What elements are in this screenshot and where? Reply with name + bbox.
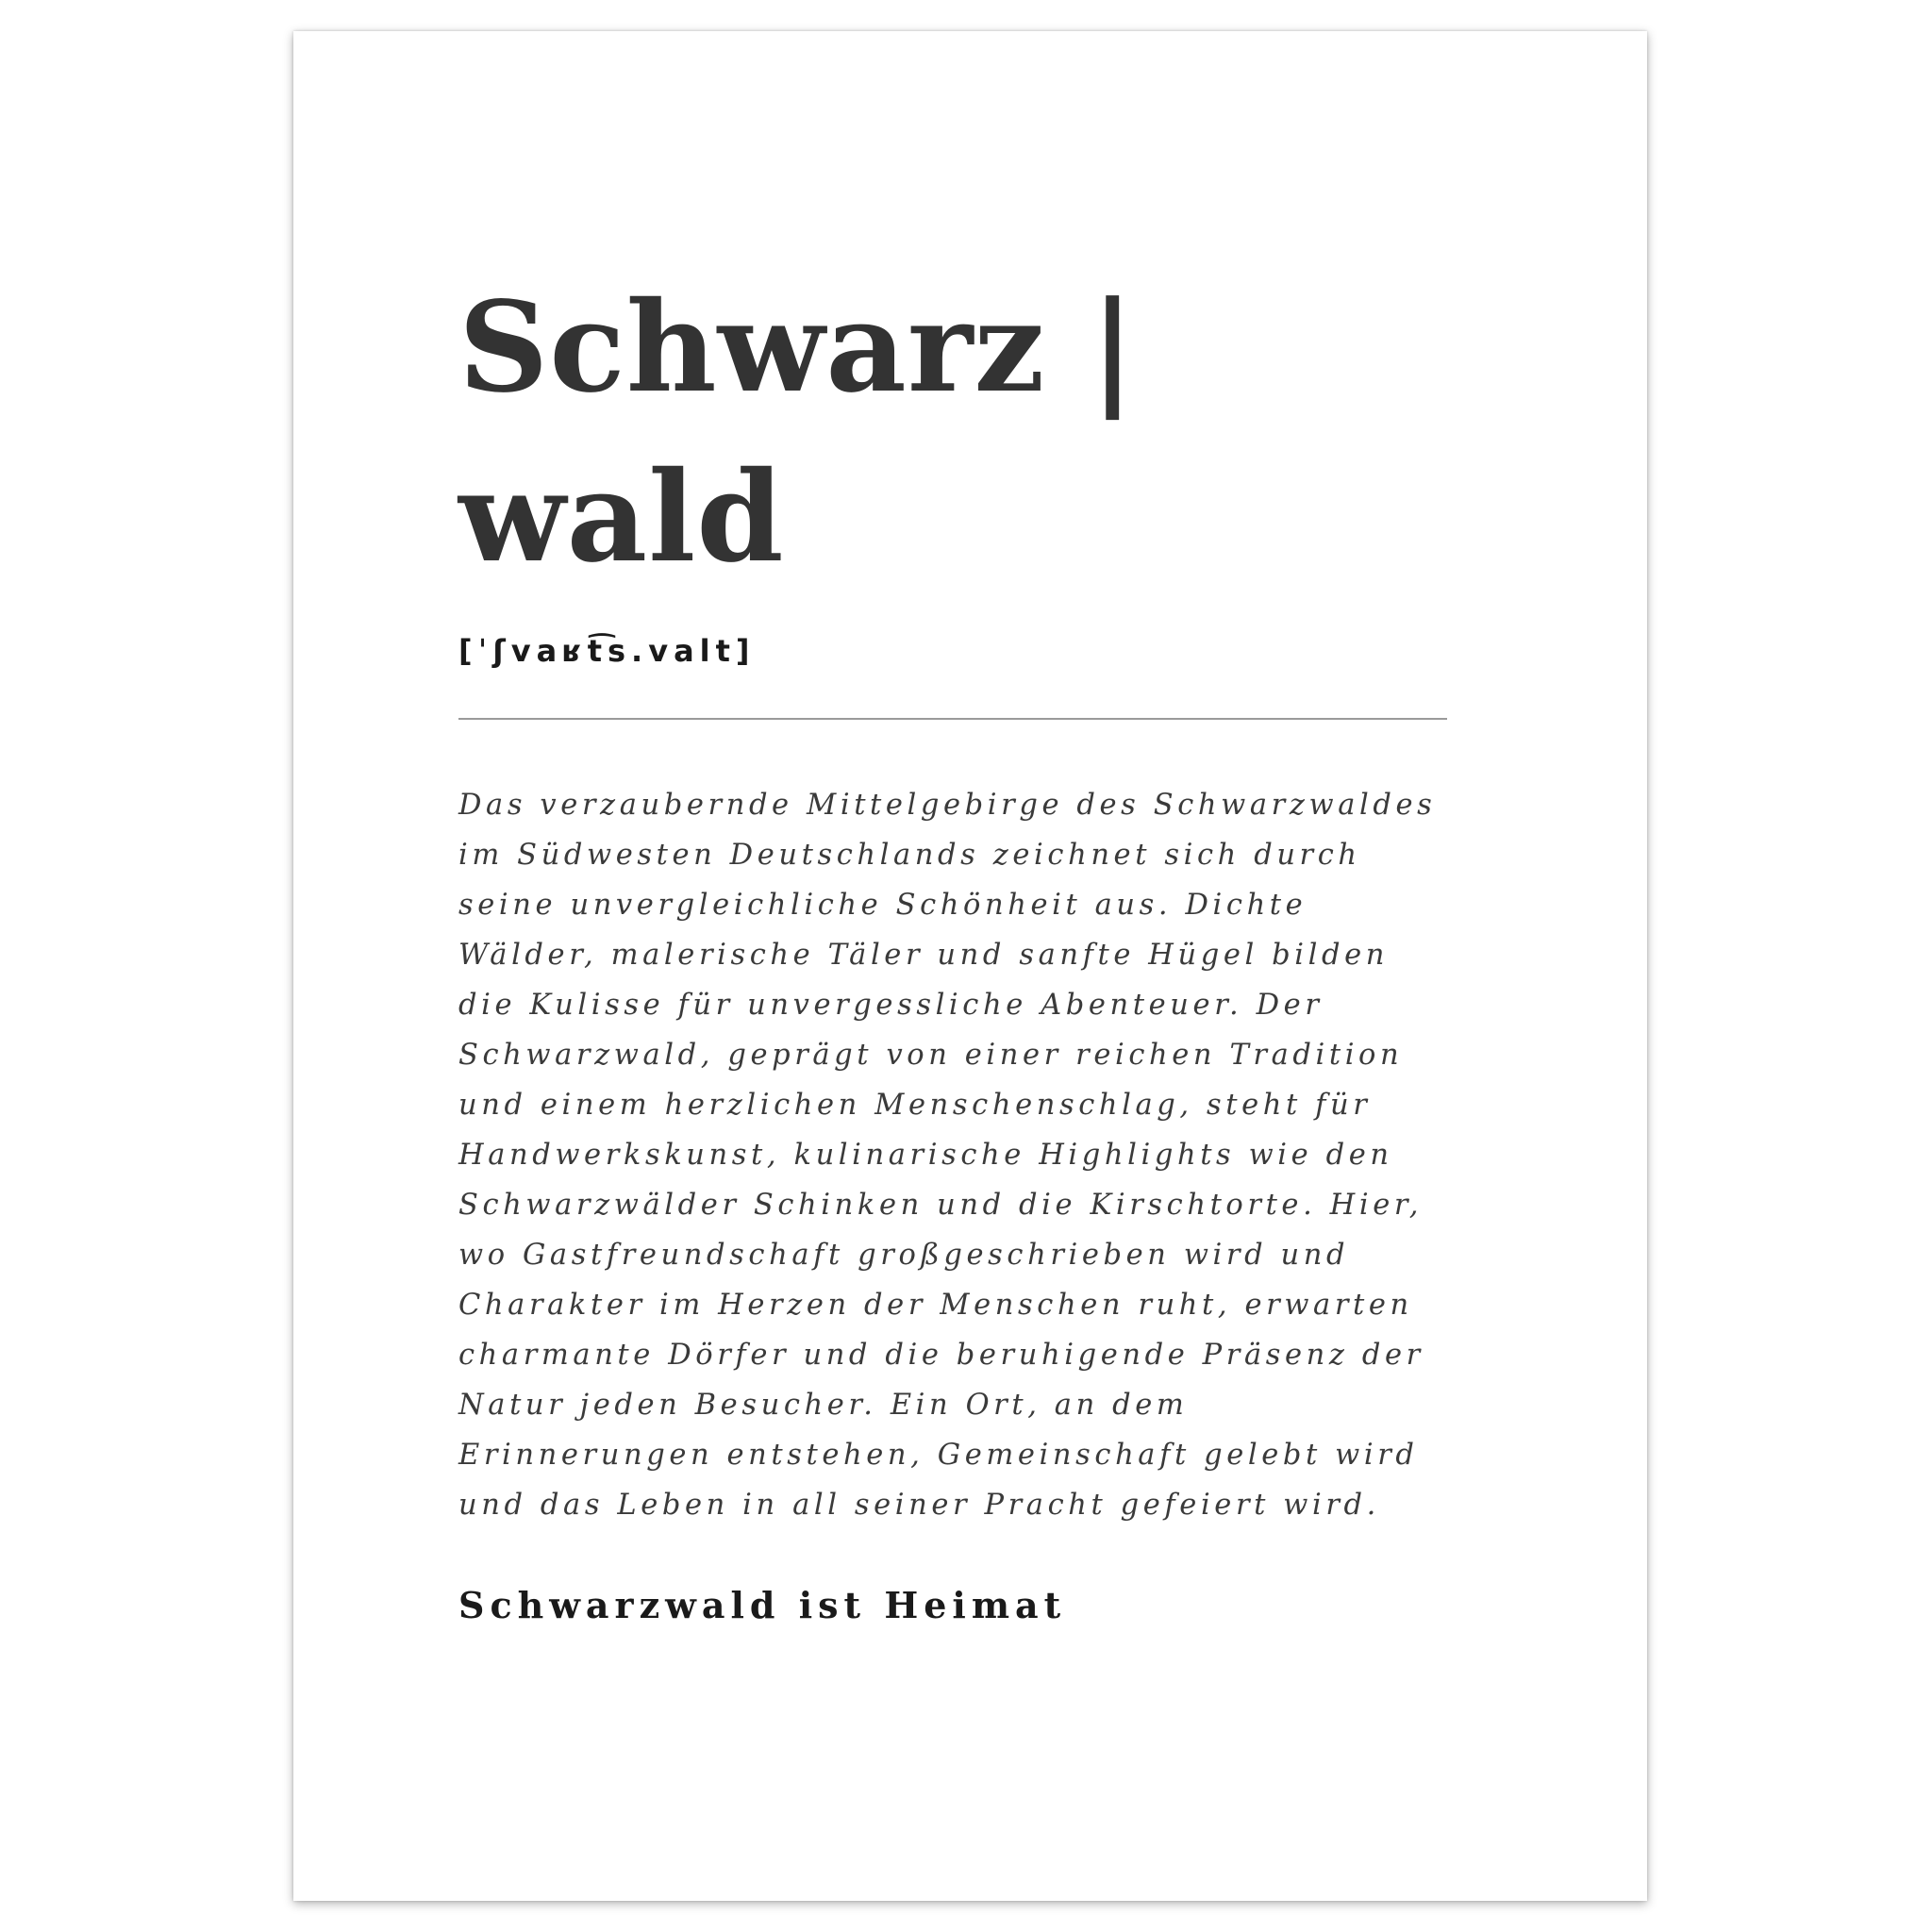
definition-line: Handwerkskunst, kulinarische Highlights wie den [458,1139,1393,1172]
definition-line: Charakter im Herzen der Menschen ruht, erwarten [458,1289,1413,1322]
divider-line [458,718,1447,720]
poster-card [293,31,1647,1901]
definition-line: und das Leben in all seiner Pracht gefeiert wird. [458,1489,1380,1522]
definition-line: Wälder, malerische Täler und sanfte Hügel bilden [458,939,1390,972]
definition-text [458,780,1468,1530]
definition-line: die Kulisse für unvergessliche Abenteuer. Der [458,989,1324,1022]
definition-line: Das verzaubernde Mittelgebirge des Schwarzwaldes [458,789,1437,822]
definition-line: Schwarzwälder Schinken und die Kirschtorte. Hier, [458,1189,1423,1222]
definition-line: wo Gastfreundschaft großgeschrieben wird und [458,1239,1350,1272]
definition-line: seine unvergleichliche Schönheit aus. Dichte [458,889,1307,922]
definition-line: und einem herzlichen Menschenschlag, steht für [458,1089,1372,1122]
headword-line-1: Schwarz | [458,275,1137,421]
definition-line: Schwarzwald, geprägt von einer reichen Tradition [458,1039,1404,1072]
definition-line: im Südwesten Deutschlands zeichnet sich durch [458,839,1361,872]
headword-line-2: wald [458,444,785,591]
definition-line: Erinnerungen entstehen, Gemeinschaft gelebt wird [458,1439,1419,1472]
pronunciation: [ˈʃvaʁt͡s.valt] [458,633,756,669]
definition-line: charmante Dörfer und die beruhigende Präsenz der [458,1339,1424,1372]
tagline: Schwarzwald ist Heimat [458,1584,1067,1626]
definition-line: Natur jeden Besucher. Ein Ort, an dem [458,1389,1189,1422]
headword [458,263,1136,603]
